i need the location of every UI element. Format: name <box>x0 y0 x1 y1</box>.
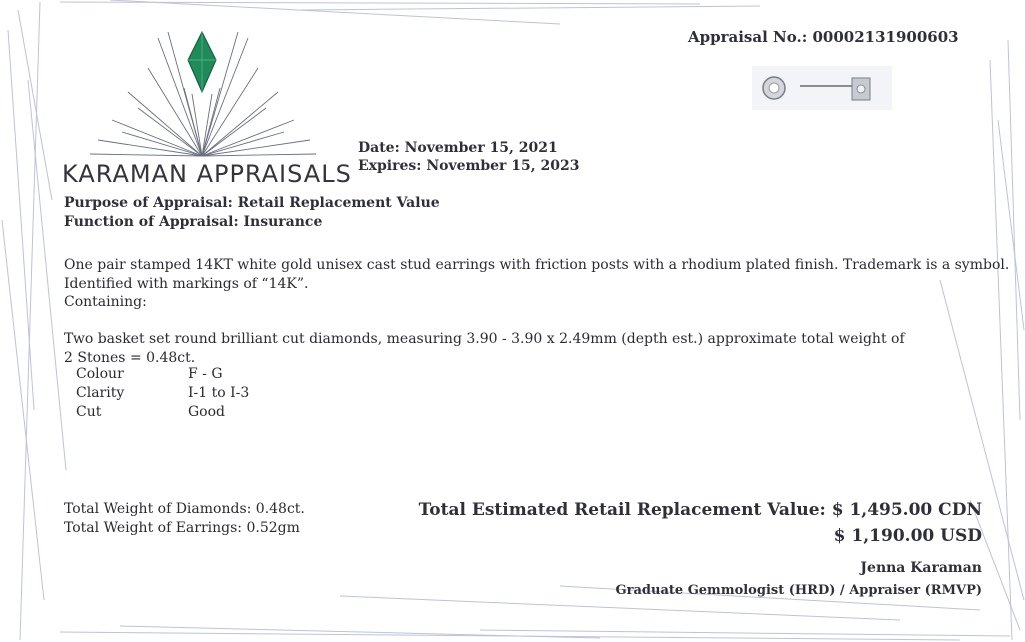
weight-totals <box>64 500 305 537</box>
diamond-line: Two basket set round brilliant cut diamonds, measuring 3.90 - 3.90 x 2.49mm (depth est.) approximate total weight of <box>64 331 905 347</box>
replacement-value-cdn: Total Estimated Retail Replacement Value: $ 1,495.00 CDN <box>418 500 982 520</box>
purpose-of-appraisal: Purpose of Appraisal: Retail Replacement Value <box>64 195 440 211</box>
emerald-sunburst-logo <box>88 28 318 160</box>
spec-label: Cut <box>76 404 102 420</box>
diamond-weight: Total Weight of Diamonds: 0.48ct. <box>64 501 305 517</box>
earring-weight: Total Weight of Earrings: 0.52gm <box>64 519 300 536</box>
diamond-line: 2 Stones = 0.48ct. <box>64 349 196 366</box>
spec-label: Clarity <box>76 385 125 401</box>
stud-earring-image <box>752 66 892 110</box>
function-of-appraisal: Function of Appraisal: Insurance <box>64 214 323 230</box>
spec-row-cut <box>76 403 249 422</box>
company-name: KARAMAN APPRAISALS <box>62 160 352 188</box>
spec-row-colour <box>76 365 249 384</box>
appraiser-title: Graduate Gemmologist (HRD) / Appraiser (RMVP) <box>615 583 982 598</box>
spec-label: Colour <box>76 366 124 382</box>
spec-row-clarity <box>76 384 249 403</box>
appraiser-name: Jenna Karaman <box>860 560 982 576</box>
diamond-description <box>64 330 905 367</box>
date-block <box>358 139 579 175</box>
appraisal-purpose-block <box>64 194 440 232</box>
appraisal-date: Date: November 15, 2021 <box>358 140 558 156</box>
diamond-specs-table <box>76 365 249 422</box>
item-description <box>64 256 1009 312</box>
appraisal-number: Appraisal No.: 00002131900603 <box>688 28 959 46</box>
description-line: Containing: <box>64 294 147 310</box>
spec-value: I-1 to I-3 <box>188 385 250 401</box>
spec-value: F - G <box>188 366 223 382</box>
description-line: One pair stamped 14KT white gold unisex cast stud earrings with friction posts with a rhodium plated finish. Trademark is a symbol. <box>64 257 1010 273</box>
expiry-date: Expires: November 15, 2023 <box>358 158 580 174</box>
replacement-value-usd: $ 1,190.00 USD <box>833 526 982 546</box>
description-line: Identified with markings of “14K”. <box>64 275 309 292</box>
spec-value: Good <box>188 404 226 420</box>
